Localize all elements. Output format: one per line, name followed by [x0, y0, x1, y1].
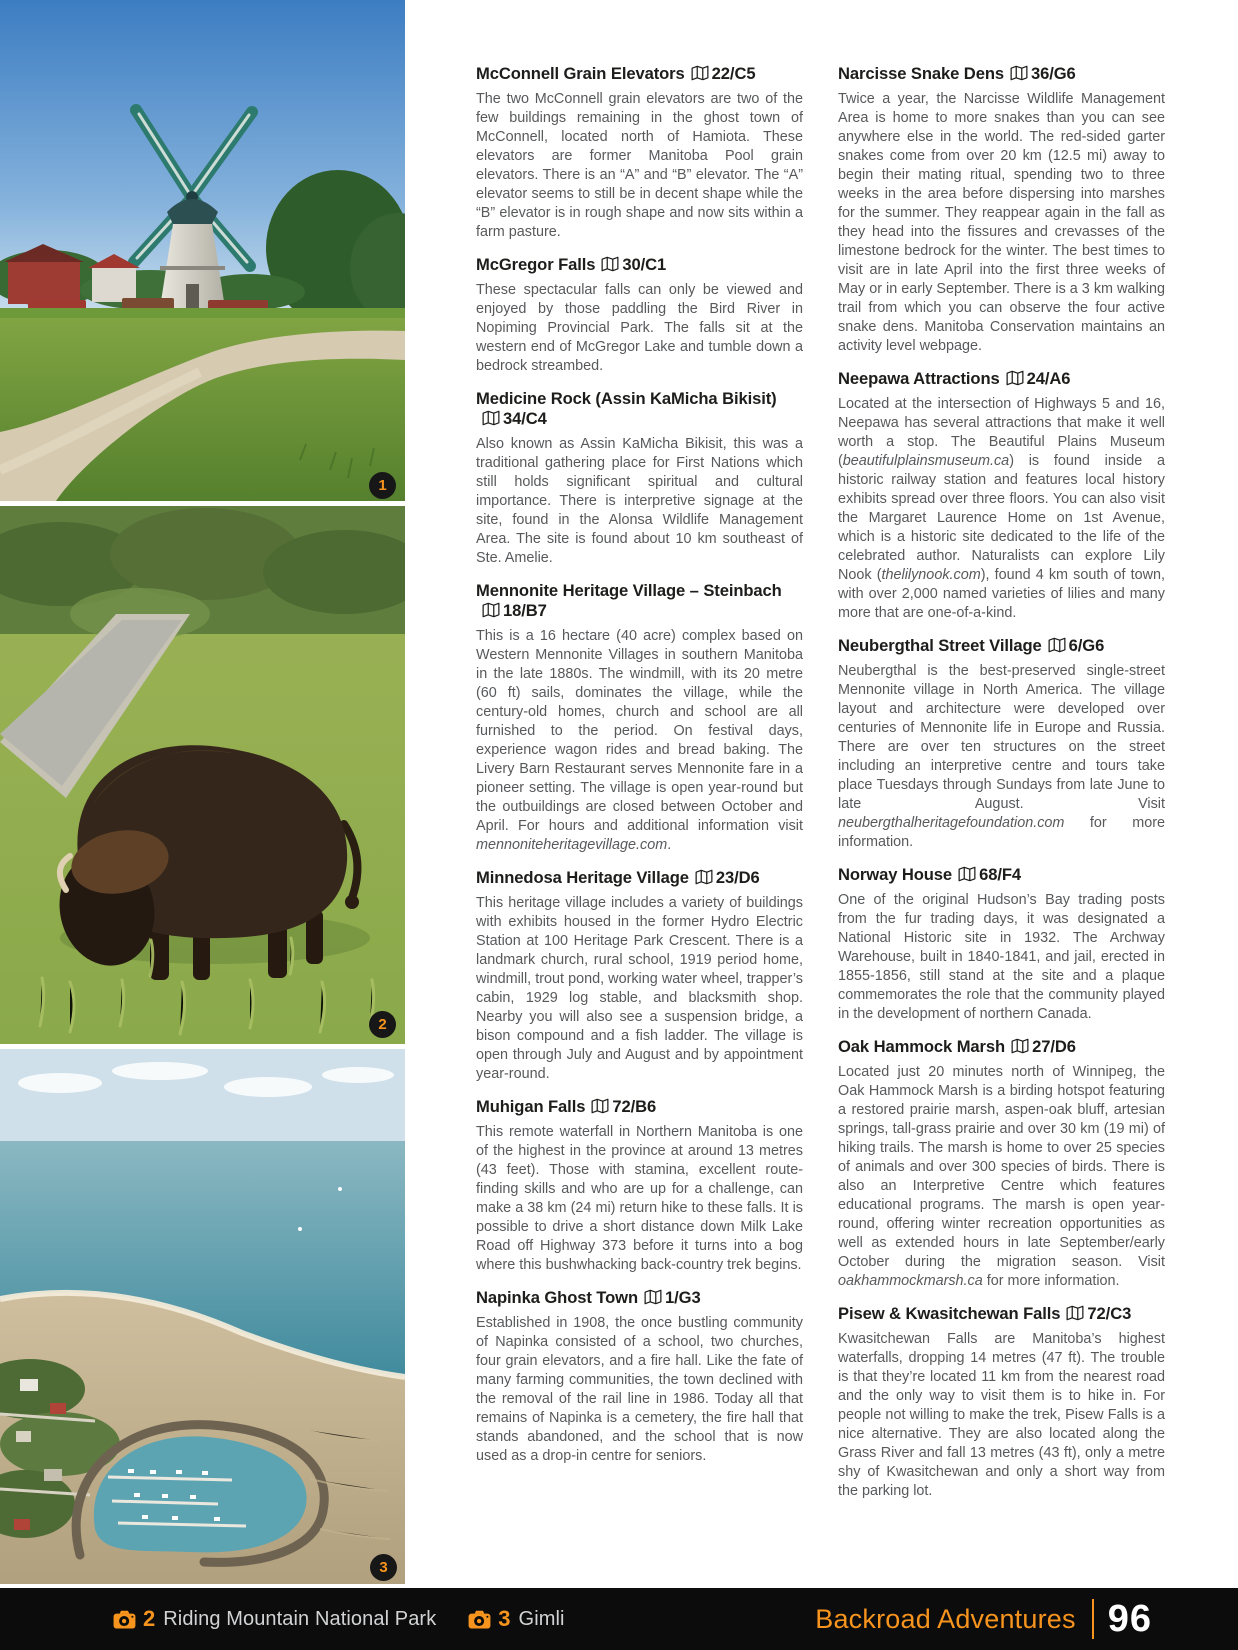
map-coordinate: 68/F4	[979, 865, 1022, 884]
entry-title: McGregor Falls	[476, 255, 596, 274]
text-column-right	[838, 64, 1165, 1501]
photo-number-badge: 1	[369, 472, 396, 499]
divider-line	[1092, 1599, 1094, 1639]
book-title: Backroad Adventures	[815, 1603, 1076, 1634]
map-icon	[958, 866, 976, 882]
entry-narcisse-snake-dens	[838, 64, 1165, 356]
page-number: 96	[1107, 1597, 1152, 1640]
map-icon	[601, 256, 619, 272]
text-column-middle	[476, 64, 803, 1466]
entry-title: Napinka Ghost Town	[476, 1288, 638, 1307]
entry-body: Neubergthal is the best-preserved single-street Mennonite village in North America. The village layout and architecture were developed over centuries of Mennonite life in Europe and Russia. There are over ten structures on the street including an interpretive centre and tours take place Tuesdays through Sundays from late June to late August. Visit neubergthalheritagefoundation.com for more information.	[838, 663, 1165, 850]
windmill-farm-illustration	[0, 0, 405, 501]
entry-heading	[476, 64, 803, 84]
entry-title: Pisew & Kwasitchewan Falls	[838, 1304, 1061, 1323]
entry-title: McConnell Grain Elevators	[476, 64, 685, 83]
entry-body: Established in 1908, the once bustling community of Napinka consisted of a school, two churches, four grain elevators, and a fire hall. Like the fate of many farming communities, the town declined with the removal of the rail line in 1986. Today all that remains of Napinka is a cemetery, the fire hall that stands abandoned, and the school that is now used as a drop-in centre for seniors.	[476, 1315, 803, 1464]
entry-body: This is a 16 hectare (40 acre) complex based on Western Mennonite Villages in southern Manitoba in the late 1880s. The windmill, with its 20 metre (60 ft) sails, dominates the village, while the century-old homes, church and school are all furnished to the period. On festival days, experience wagon rides and bread baking. The Livery Barn Restaurant serves Mennonite fare in a pioneer setting. The village is open year-round but the outbuildings are closed between October and April. For hours and additional information visit mennoniteheritagevillage.com.	[476, 628, 803, 853]
photo-captions	[113, 1588, 597, 1650]
entry-heading	[476, 581, 803, 621]
entry-pisew-kwasitchewan-falls	[838, 1304, 1165, 1501]
entry-body: Kwasitchewan Falls are Manitoba’s highest waterfalls, dropping 14 metres (47 ft). The trouble is that they’re located 11 km from the nearest road and the only way to visit them is to hike in. For people not willing to make the trek, Pisew Falls is a nice alternative. They are also located along the Grass River and fall 13 metres (43 ft), only a metre shy of Kwasitchewan and only a short way from the parking lot.	[838, 1331, 1165, 1499]
entry-title: Neubergthal Street Village	[838, 636, 1042, 655]
map-icon	[1006, 370, 1024, 386]
camera-icon	[468, 1610, 491, 1629]
map-coordinate: 30/C1	[622, 255, 667, 274]
entry-medicine-rock	[476, 389, 803, 568]
map-icon	[691, 65, 709, 81]
photo-number-badge: 3	[370, 1554, 397, 1581]
entry-norway-house	[838, 865, 1165, 1024]
caption-riding-mountain	[113, 1606, 436, 1632]
map-coordinate: 22/C5	[711, 64, 756, 83]
entry-heading	[838, 64, 1165, 84]
map-icon	[1048, 637, 1066, 653]
entry-body: This remote waterfall in Northern Manitoba is one of the highest in the province at around 13 metres (43 feet). Those with stamina, excellent route-finding skills and who are up for a challenge, can make a 38 km (24 mi) return hike to these falls. It is possible to drive a short distance down Milk Lake Road off Highway 373 before it turns into a bog where this bushwhacking back-country trek begins.	[476, 1124, 803, 1273]
entry-body: Twice a year, the Narcisse Wildlife Management Area is home to more snakes than you can see anywhere else in the world. The red-sided garter snakes come from over 20 km (12.5 mi) away to begin their mating ritual, spending two to three weeks in the area before dispersing into marshes for the summer. They reappear again in the fall as they head into the fissures and crevasses of the limestone bedrock for the winter. The best times to visit are in late April into the first three weeks of May or in early September. There is a 3 km walking trail from which you can observe the four active snake dens. Manitoba Conservation maintains an activity level webpage.	[838, 91, 1165, 354]
footer-branding	[815, 1588, 1152, 1650]
map-coordinate: 1/G3	[665, 1288, 701, 1307]
entry-title: Minnedosa Heritage Village	[476, 868, 689, 887]
entry-title: Norway House	[838, 865, 953, 884]
entry-mennonite-heritage-village	[476, 581, 803, 855]
entry-heading	[476, 1097, 803, 1117]
entry-heading	[838, 1037, 1165, 1057]
entry-napinka-ghost-town	[476, 1288, 803, 1466]
entry-heading	[838, 1304, 1165, 1324]
entry-neepawa-attractions	[838, 369, 1165, 623]
entry-heading	[476, 389, 803, 429]
entry-title: Neepawa Attractions	[838, 369, 1000, 388]
map-icon	[482, 410, 500, 426]
map-coordinate: 34/C4	[503, 409, 547, 428]
map-coordinate: 6/G6	[1068, 636, 1105, 655]
caption-gimli	[468, 1606, 564, 1632]
entry-title: Medicine Rock (Assin KaMicha Bikisit)	[476, 389, 777, 408]
map-coordinate: 72/C3	[1087, 1304, 1132, 1323]
entry-minnedosa-heritage-village	[476, 868, 803, 1084]
map-icon	[1011, 1038, 1029, 1054]
entry-heading	[476, 868, 803, 888]
entry-body: Also known as Assin KaMicha Bikisit, this was a traditional gathering place for First Nations which still holds significant spiritual and cultural importance. There is interpretive signage at the site, found in the Alonsa Wildlife Management Area. The site is found about 10 km southeast of Ste. Amelie.	[476, 436, 803, 566]
map-coordinate: 27/D6	[1032, 1037, 1076, 1056]
harbour-aerial-illustration	[0, 1049, 405, 1584]
caption-label: Gimli	[518, 1607, 565, 1630]
entry-neubergthal-street-village	[838, 636, 1165, 852]
map-icon	[482, 602, 500, 618]
map-coordinate: 72/B6	[612, 1097, 657, 1116]
entry-heading	[838, 865, 1165, 885]
map-icon	[1010, 65, 1028, 81]
entry-muhigan-falls	[476, 1097, 803, 1275]
photo-bison	[0, 506, 405, 1044]
map-icon	[644, 1289, 662, 1305]
entry-heading	[476, 1288, 803, 1308]
entry-mcconnell-grain-elevators	[476, 64, 803, 242]
entry-body: The two McConnell grain elevators are two of the few buildings remaining in the ghost town of McConnell, located north of Hamiota. These elevators are former Manitoba Pool grain elevators. There is an “A” and “B” elevator. The “A” elevator seems to still be in decent shape while the “B” elevator is in rough shape and now sits within a farm pasture.	[476, 91, 803, 240]
entry-title: Mennonite Heritage Village – Steinbach	[476, 581, 782, 600]
photo-number-badge: 2	[369, 1011, 396, 1038]
entry-heading	[838, 369, 1165, 389]
entry-mcgregor-falls	[476, 255, 803, 376]
photo-windmill-farm	[0, 0, 405, 501]
caption-number: 3	[498, 1606, 511, 1631]
map-coordinate: 24/A6	[1026, 369, 1071, 388]
entry-title: Narcisse Snake Dens	[838, 64, 1004, 83]
caption-label: Riding Mountain National Park	[163, 1607, 437, 1630]
bison-illustration	[0, 506, 405, 1044]
entry-heading	[476, 255, 803, 275]
footer-bar	[0, 1588, 1238, 1650]
entry-title: Muhigan Falls	[476, 1097, 586, 1116]
entry-body: These spectacular falls can only be viewed and enjoyed by those paddling the Bird River in Nopiming Provincial Park. The falls sit at the western end of McGregor Lake and tumble down a bedrock streambed.	[476, 282, 803, 374]
map-coordinate: 23/D6	[715, 868, 760, 887]
map-icon	[695, 869, 713, 885]
entry-body: Located just 20 minutes north of Winnipeg, the Oak Hammock Marsh is a birding hotspot featuring a restored prairie marsh, aspen-oak bluff, artesian springs, tall-grass prairie and over 30 km (19 mi) of hiking trails. The marsh is home to over 25 species of animals and over 300 species of birds. There is also an Interpretive Centre which features educational programs. The marsh is open year-round, offering winter recreation opportunities as well as extended hours in late September/early October during the migration season. Visit oakhammockmarsh.ca for more information.	[838, 1064, 1165, 1289]
entry-title: Oak Hammock Marsh	[838, 1037, 1006, 1056]
entry-body: This heritage village includes a variety of buildings with exhibits housed in the former Hydro Electric Station at 100 Heritage Park Crescent. There is a landmark church, rural school, 1919 period home, windmill, trout pond, working water wheel, trapper’s cabin, 1929 log stable, and blacksmith shop. Nearby you will also see a suspension bridge, a bison compound and a fish ladder. The village is open through July and August and by appointment year-round.	[476, 895, 803, 1082]
caption-number: 2	[143, 1606, 156, 1631]
photo-gimli-harbour-aerial	[0, 1049, 405, 1584]
entry-body: Located at the intersection of Highways 5 and 16, Neepawa has several attractions that make it well worth a stop. The Beautiful Plains Museum (beautifulplainsmuseum.ca) is found inside a historic railway station and features local history exhibits spread over three floors. You can also visit the Margaret Laurence Home on 1st Avenue, which is a historic site dedicated to the life of the celebrated author. Naturalists can explore Lily Nook (thelilynook.com), found 4 km south of town, with over 2,000 named varieties of lilies and many more that are one-of-a-kind.	[838, 396, 1165, 621]
camera-icon	[113, 1610, 136, 1629]
entry-body: One of the original Hudson’s Bay trading posts from the fur trading days, it was designated a National Historic site in 1932. The Archway Warehouse, built in 1840-1841, and jail, erected in 1855-1856, still stand at the site and a plaque commemorates the role that the community played in the development of northern Canada.	[838, 892, 1165, 1022]
entry-oak-hammock-marsh	[838, 1037, 1165, 1291]
map-coordinate: 18/B7	[503, 601, 547, 620]
map-icon	[591, 1098, 609, 1114]
map-icon	[1066, 1305, 1084, 1321]
entry-heading	[838, 636, 1165, 656]
map-coordinate: 36/G6	[1030, 64, 1076, 83]
